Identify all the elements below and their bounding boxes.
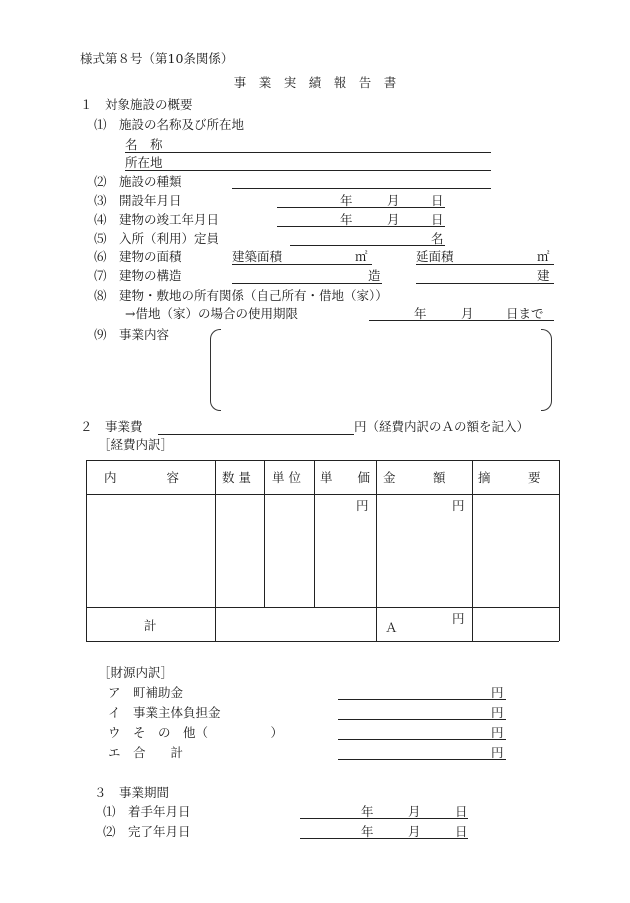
section2-heading: ２ 事業費 [80,419,143,434]
business-content-area[interactable] [222,331,539,407]
unit-price-yen: 円 [356,498,369,513]
funding-unit-e: 円 [491,745,504,760]
floor-area-unit: ㎡ [537,249,550,264]
completion-year: 年 [340,212,353,227]
form-title: 事 業 実 績 報 告 書 [233,75,397,90]
building-area-label: 建築面積 [232,249,283,264]
opening-month: 月 [387,193,400,208]
opening-day: 日 [431,193,444,208]
form-id: 様式第８号（第10条関係） [80,51,234,66]
funding-line-i[interactable] [338,719,506,720]
end-date-line[interactable] [300,838,468,839]
start-year: 年 [361,804,374,819]
section3-heading: ３ 事業期間 [94,785,170,800]
floors-unit: 建 [537,268,550,283]
lease-label: →借地（家）の場合の使用期限 [125,306,298,321]
lease-month: 月 [461,306,474,321]
building-area-unit: ㎡ [355,249,368,264]
funding-unit-i: 円 [491,705,504,720]
floor-area-line[interactable] [416,264,554,265]
funding-line-u[interactable] [338,739,506,740]
end-day: 日 [455,824,468,839]
structure-line[interactable] [232,283,382,284]
facility-address-label: 所在地 [125,155,163,170]
end-year: 年 [361,824,374,839]
floor-area-label: 延面積 [416,249,454,264]
opening-year: 年 [340,193,353,208]
start-day: 日 [455,804,468,819]
item8-label: ⑻ 建物・敷地の所有関係（自己所有・借地（家）） [94,288,388,303]
item4-label: ⑷ 建物の竣工年月日 [94,212,220,227]
header-unit: 単 位 [272,470,301,485]
start-date-label: ⑴ 着手年月日 [103,804,191,819]
item1-label: ⑴ 施設の名称及び所在地 [94,117,245,132]
breakdown-heading: ［経費内訳］ [98,437,174,452]
amount-yen: 円 [452,498,465,513]
total-marker-a: Ａ [385,620,398,635]
total-label: 計 [144,618,157,633]
item2-label: ⑵ 施設の種類 [94,174,182,189]
item6-label: ⑹ 建物の面積 [94,249,182,264]
facility-type-line[interactable] [232,188,491,189]
structure-unit: 造 [368,268,381,283]
lease-date-line[interactable] [369,320,554,321]
funding-heading: ［財源内訳］ [98,665,174,680]
end-month: 月 [408,824,421,839]
completion-day: 日 [431,212,444,227]
header-remarks: 摘 要 [478,470,541,485]
completion-date-line[interactable] [277,226,445,227]
funding-label-u: ウ そ の 他（ ） [108,725,284,740]
total-yen: 円 [452,611,465,626]
header-amount: 金 額 [383,470,446,485]
content-bracket-right [541,329,552,411]
content-bracket-left [210,329,221,411]
start-month: 月 [408,804,421,819]
funding-unit-u: 円 [491,725,504,740]
funding-label-a: ア 町補助金 [108,685,184,700]
item3-label: ⑶ 開設年月日 [94,193,182,208]
facility-address-line[interactable] [125,170,491,171]
lease-year: 年 [414,306,427,321]
header-unit-price: 単 価 [320,470,371,485]
opening-date-line[interactable] [277,207,445,208]
funding-label-i: イ 事業主体負担金 [108,705,221,720]
end-date-label: ⑵ 完了年月日 [103,824,191,839]
completion-month: 月 [387,212,400,227]
funding-unit-a: 円 [491,685,504,700]
project-cost-line[interactable] [158,434,354,435]
start-date-line[interactable] [300,818,468,819]
facility-name-line[interactable] [125,152,491,153]
funding-line-e[interactable] [338,759,506,760]
item5-label: ⑸ 入所（利用）定員 [94,231,220,246]
section1-heading: １ 対象施設の概要 [80,97,193,112]
facility-name-label: 名 称 [125,137,163,152]
funding-line-a[interactable] [338,699,506,700]
header-quantity: 数 量 [222,470,251,485]
project-cost-note: 円（経費内訳のＡの額を記入） [354,419,530,434]
capacity-unit: 名 [431,231,444,246]
lease-until: 日まで [506,306,544,321]
capacity-line[interactable] [290,245,445,246]
item9-label: ⑼ 事業内容 [94,327,170,342]
item7-label: ⑺ 建物の構造 [94,268,182,283]
funding-label-e: エ 合 計 [108,745,184,760]
building-area-line[interactable] [232,264,372,265]
floors-line[interactable] [416,283,554,284]
header-content: 内 容 [104,470,180,485]
